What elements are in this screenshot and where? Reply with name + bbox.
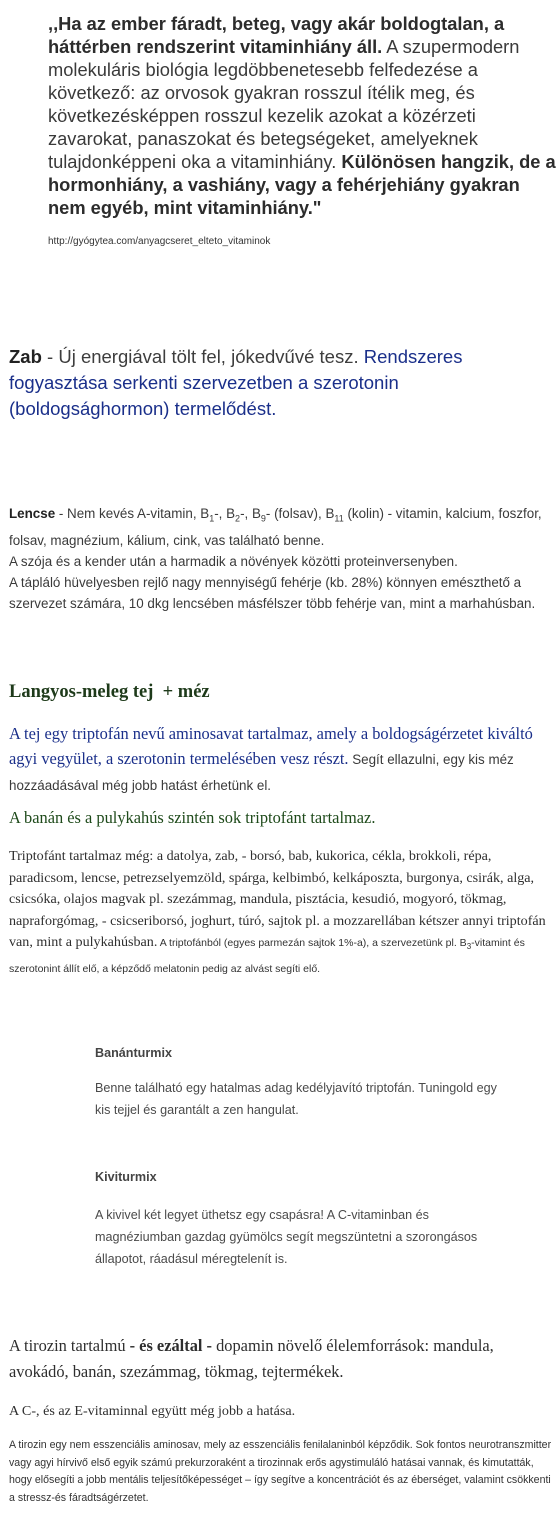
lencse-line-2: A szója és a kender után a harmadik a növények közötti proteinversenyben. xyxy=(9,553,458,569)
tej-paragraph xyxy=(9,721,549,798)
lencse-line-1 xyxy=(9,503,549,551)
tej-highlight: A tej egy triptofán nevű aminosavat tartalmaz, amely a boldogságérzetet kiváltó agyi vegyület, a szerotonin termelésében vesz részt. xyxy=(9,724,533,768)
banan-turmix-text: Benne található egy hatalmas adag kedélyjavító triptofán. Tuningold egy kis tejjel és garantált a zen hangulat. xyxy=(95,1081,497,1117)
quote-bold-intro: ,,Ha az ember fáradt, beteg, vagy akár boldogtalan, a háttérben rendszerint vitaminhiány áll. xyxy=(48,13,505,57)
lencse-text: (kolin) - vitamin, kalcium, foszfor, folsav, magnézium, kálium, cink, vas található benne. xyxy=(9,506,542,548)
subscript: 1 xyxy=(209,513,215,524)
subscript: 2 xyxy=(235,513,241,524)
zab-paragraph xyxy=(9,344,549,422)
zab-highlight: Rendszeres fogyasztása serkenti szervezetben a szerotonin (boldogsághormon) termelődést. xyxy=(9,346,463,419)
triptofan-note-text: -vitamint és szerotonint állít elő, a képződő melatonin pedig az alvást segíti elő. xyxy=(9,937,525,975)
kivi-turmix-title: Kiviturmix xyxy=(95,1170,157,1184)
tirozin-paragraph xyxy=(9,1333,551,1385)
lencse-paragraph xyxy=(9,503,549,614)
tej-note: Segít ellazulni, egy kis méz hozzáadásával még jobb hatást érhetünk el. xyxy=(9,752,514,793)
tej-title: Langyos-meleg tej + méz xyxy=(9,682,210,702)
triptofan-note-text: A triptofánból (egyes parmezán sajtok 1%-a), a szervezetünk pl. B xyxy=(157,937,467,949)
banan-turmix-title: Banánturmix xyxy=(95,1046,172,1060)
zab-text: - Új energiával tölt fel, jókedvűvé tesz. xyxy=(41,346,364,367)
banan-pulyka-line: A banán és a pulykahús szintén sok triptofánt tartalmaz. xyxy=(9,808,376,827)
lencse-text: -, B xyxy=(214,506,236,521)
quote-paragraph xyxy=(48,12,556,219)
lencse-line-3: A tápláló hüvelyesben rejlő nagy mennyiségű fehérje (kb. 28%) könnyen emészthető a szervezet számára, 10 dkg lencsében másfélszer több fehérje van, mint a marhahúsban. xyxy=(9,574,536,611)
tirozin-description: A tirozin egy nem esszenciális aminosav, mely az esszenciális fenilalaninból képződik. Sok fontos neurotranszmitter vagy agyi hírvivő első egyik számú prekurzoraként a tirozinnak erős agystimuláló hatásai vannak, és kimutatták, hogy elősegíti a jobb mentális teljesítőképességet – így segítve a koncentrációt és az éberséget, valamint csökkenti a stressz-és fáradtságérzetet. xyxy=(9,1439,552,1504)
subscript: 3 xyxy=(466,942,472,952)
tirozin-text: dopamin növelő élelemforrások: mandula, avokádó, banán, szezámmag, tökmag, tejtermékek. xyxy=(9,1336,494,1381)
tirozin-vitamin-line: A C-, és az E-vitaminnal együtt még jobb a hatása. xyxy=(9,1403,296,1419)
lencse-text: -, B xyxy=(240,506,261,521)
triptofan-paragraph xyxy=(9,846,551,980)
subscript: 9 xyxy=(260,513,266,524)
triptofan-list: Triptofánt tartalmaz még: a datolya, zab, - borsó, bab, kukorica, cékla, brokkoli, répa, paradicsom, lencse, petrezselyemzöld, spárga, kelbimbó, kelkáposzta, burgonya, csirák, alga, csicsóka, olajos magvak pl. szezámmag, mandula, pisztácia, kesudió, mogyoró, tökmag, napraforgómag, - csicseriborsó, joghurt, túró, sajtok pl. a mozzarellában kétszer annyi triptofán van, mint a pulykahúsban. xyxy=(9,848,546,950)
subscript: 11 xyxy=(334,513,344,524)
quote-body: A szupermodern molekuláris biológia legdöbbenetesebb felfedezése a következő: az orvosok gyakran rosszul ítélik meg, és következésképpen rosszul kezelik azokat a közérzeti zavarokat, panaszokat és betegségeket, amelyeknek tulajdonképpeni oka a vitaminhiány. xyxy=(48,36,520,172)
tirozin-text: A tirozin tartalmú xyxy=(9,1336,130,1355)
lencse-text: - (folsav), B xyxy=(265,506,335,521)
zab-title: Zab xyxy=(9,346,42,367)
lencse-title: Lencse xyxy=(9,506,56,521)
kivi-turmix-text: A kivivel két legyet üthetsz egy csapásra! A C-vitaminban és magnéziumban gazdag gyümölcs segít megszüntetni a szorongásos állapotot, ráadásul méregtelenít is. xyxy=(95,1208,478,1266)
lencse-text: - Nem kevés A-vitamin, B xyxy=(55,506,210,521)
quote-source-link[interactable]: http://gyógytea.com/anyagcseret_elteto_vitaminok xyxy=(48,236,271,247)
quote-bold-conclusion: Különösen hangzik, de a hormonhiány, a vashiány, vagy a fehérjehiány gyakran nem egyéb, mint vitaminhiány." xyxy=(48,151,556,218)
tirozin-bold: - és ezáltal - xyxy=(129,1336,212,1355)
